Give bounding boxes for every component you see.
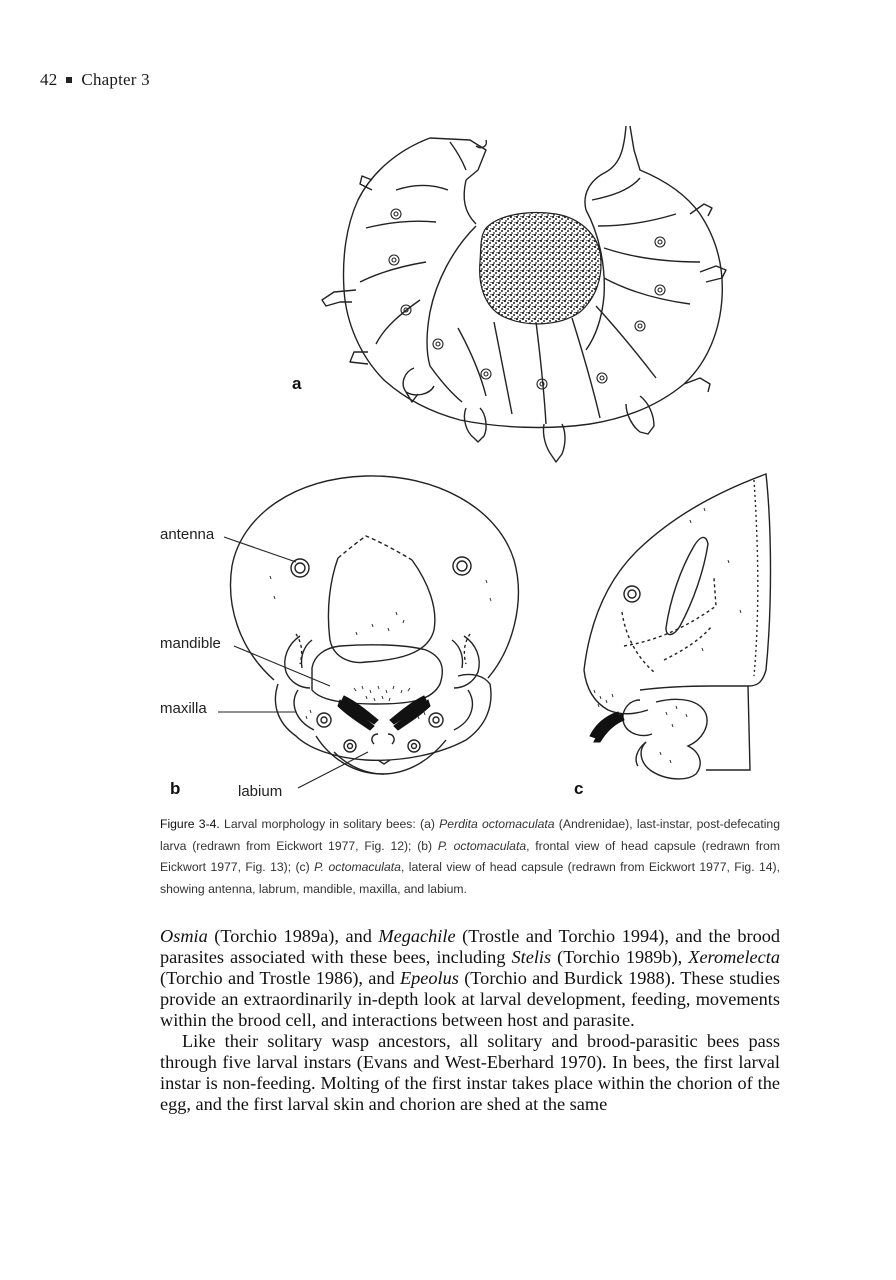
taxon-xeromelecta: Xeromelecta bbox=[688, 947, 780, 967]
paragraph-1-text-2: (Trostle and Torchio 1994), and the brood parasites associated with these bees, including bbox=[160, 926, 780, 967]
mandibles bbox=[338, 696, 430, 730]
head-frontal-drawing bbox=[231, 476, 519, 774]
callout-maxilla: maxilla bbox=[160, 700, 207, 717]
callout-antenna: antenna bbox=[160, 526, 215, 543]
caption-species-2: P. octomaculata bbox=[437, 838, 527, 853]
panel-label-c: c bbox=[574, 779, 584, 798]
panel-label-b: b bbox=[170, 779, 181, 798]
caption-species-3: P. octomaculata bbox=[314, 860, 401, 874]
setae-b bbox=[270, 576, 491, 719]
panel-label-a: a bbox=[292, 374, 302, 393]
mandible-lateral bbox=[590, 712, 624, 742]
paragraph-1-text-4: (Torchio and Trostle 1986), and bbox=[160, 968, 400, 988]
paragraph-2: Like their solitary wasp ancestors, all solitary and brood-parasitic bees pass through five larval instars (Evans and West-Eberhard 1970). In bees, the first larval instar is non-feeding. Molting of the first instar takes place within the chorion of the egg, and the first larval skin and chorion are shed at the same bbox=[160, 1031, 780, 1114]
page-number: 42 bbox=[40, 70, 58, 89]
head-lateral-drawing bbox=[584, 474, 771, 779]
callout-labium: labium bbox=[238, 783, 283, 800]
caption-lead: Figure 3-4. bbox=[160, 817, 220, 831]
larva-drawing bbox=[322, 126, 726, 462]
caption-text-4: , lateral view of head capsule (redrawn from Eickwort 1977, Fig. 14), showing antenna, labrum, mandible, maxilla, and labium. bbox=[160, 860, 780, 896]
caption-text-3: , frontal view of head capsule (redrawn from Eickwort 1977, Fig. 13); (c) bbox=[160, 838, 780, 874]
taxon-epeolus: Epeolus bbox=[400, 968, 459, 988]
chapter-title: Chapter 3 bbox=[81, 70, 150, 89]
paragraph-1-text-5: (Torchio and Burdick 1988). These studies provide an extraordinarily in-depth look at larval development, feeding, movements within the brood cell, and interactions between host and parasite. bbox=[160, 968, 780, 1030]
taxon-megachile: Megachile bbox=[378, 926, 456, 946]
callout-mandible: mandible bbox=[160, 635, 221, 652]
paragraph-1-text-1: (Torchio 1989a), and bbox=[207, 926, 379, 946]
caption-text-2: (Andrenidae), last-instar, post-defecating larva (redrawn from Eickwort 1977, Fig. 12); (b) bbox=[160, 817, 780, 853]
caption-species-1: Perdita octomaculata bbox=[439, 817, 555, 831]
paragraph-1-text-3: (Torchio 1989b), bbox=[551, 947, 689, 967]
taxon-stelis: Stelis bbox=[511, 947, 552, 967]
taxon-osmia: Osmia bbox=[160, 926, 208, 946]
paragraph-1 bbox=[160, 926, 780, 1031]
body-text bbox=[160, 926, 780, 1115]
caption-text-1: Larval morphology in solitary bees: (a) bbox=[219, 817, 440, 831]
figure-caption bbox=[160, 814, 780, 900]
